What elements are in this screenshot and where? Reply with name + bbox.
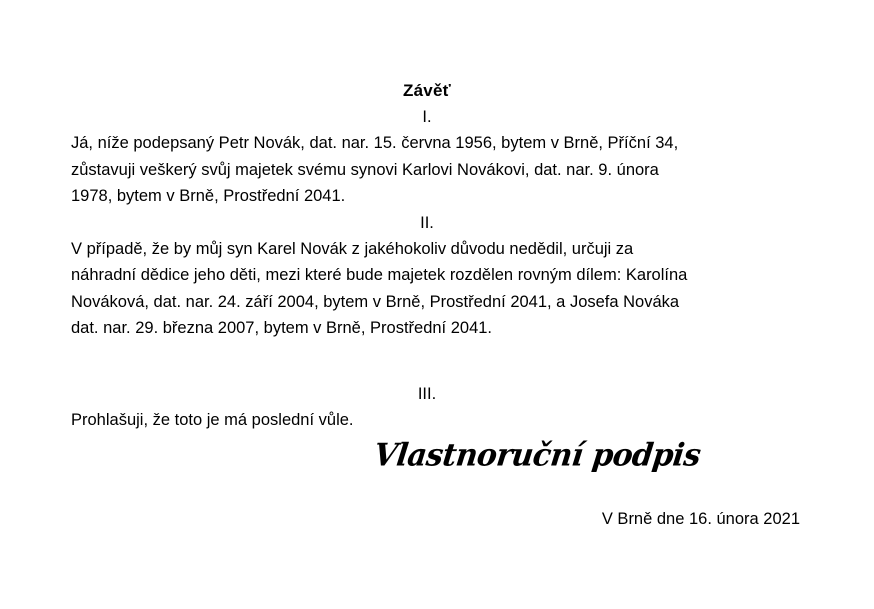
paragraph-line: 1978, bytem v Brně, Prostřední 2041.	[71, 187, 346, 205]
page-title: Závěť	[403, 81, 451, 100]
paragraph-line: Prohlašuji, že toto je má poslední vůle.	[71, 410, 354, 429]
paragraph-line: Já, níže podepsaný Petr Novák, dat. nar. 15. června 1956, bytem v Brně, Příční 34,	[71, 134, 679, 152]
section-gap	[71, 342, 783, 368]
paragraph-line: náhradní dědice jeho děti, mezi které bude majetek rozdělen rovným dílem: Karolína	[71, 266, 688, 284]
document-body	[71, 78, 783, 433]
paragraph-line: Nováková, dat. nar. 24. září 2004, bytem v Brně, Prostřední 2041, a Josefa Nováka	[71, 292, 680, 311]
signature-area	[0, 434, 874, 478]
section-numeral-1: I.	[422, 108, 432, 126]
date-area	[0, 506, 874, 532]
section-numeral-3: III.	[417, 384, 437, 403]
handwritten-signature: Vlastnoruční podpis	[371, 437, 703, 474]
paragraph-line: dat. nar. 29. března 2007, bytem v Brně, Prostřední 2041.	[71, 319, 493, 337]
paragraph-line: V případě, že by můj syn Karel Novák z jakéhokoliv důvodu nedědil, určuji za	[71, 239, 634, 258]
section-gap-small	[71, 368, 783, 381]
section-paragraph-3	[71, 407, 783, 434]
paragraph-line: zůstavuji veškerý svůj majetek svému synovi Karlovi Novákovi, dat. nar. 9. února	[71, 160, 659, 179]
section-paragraph-2	[71, 236, 783, 342]
place-and-date: V Brně dne 16. února 2021	[601, 510, 800, 528]
section-numeral-2: II.	[420, 213, 434, 232]
section-paragraph-1	[71, 130, 783, 210]
